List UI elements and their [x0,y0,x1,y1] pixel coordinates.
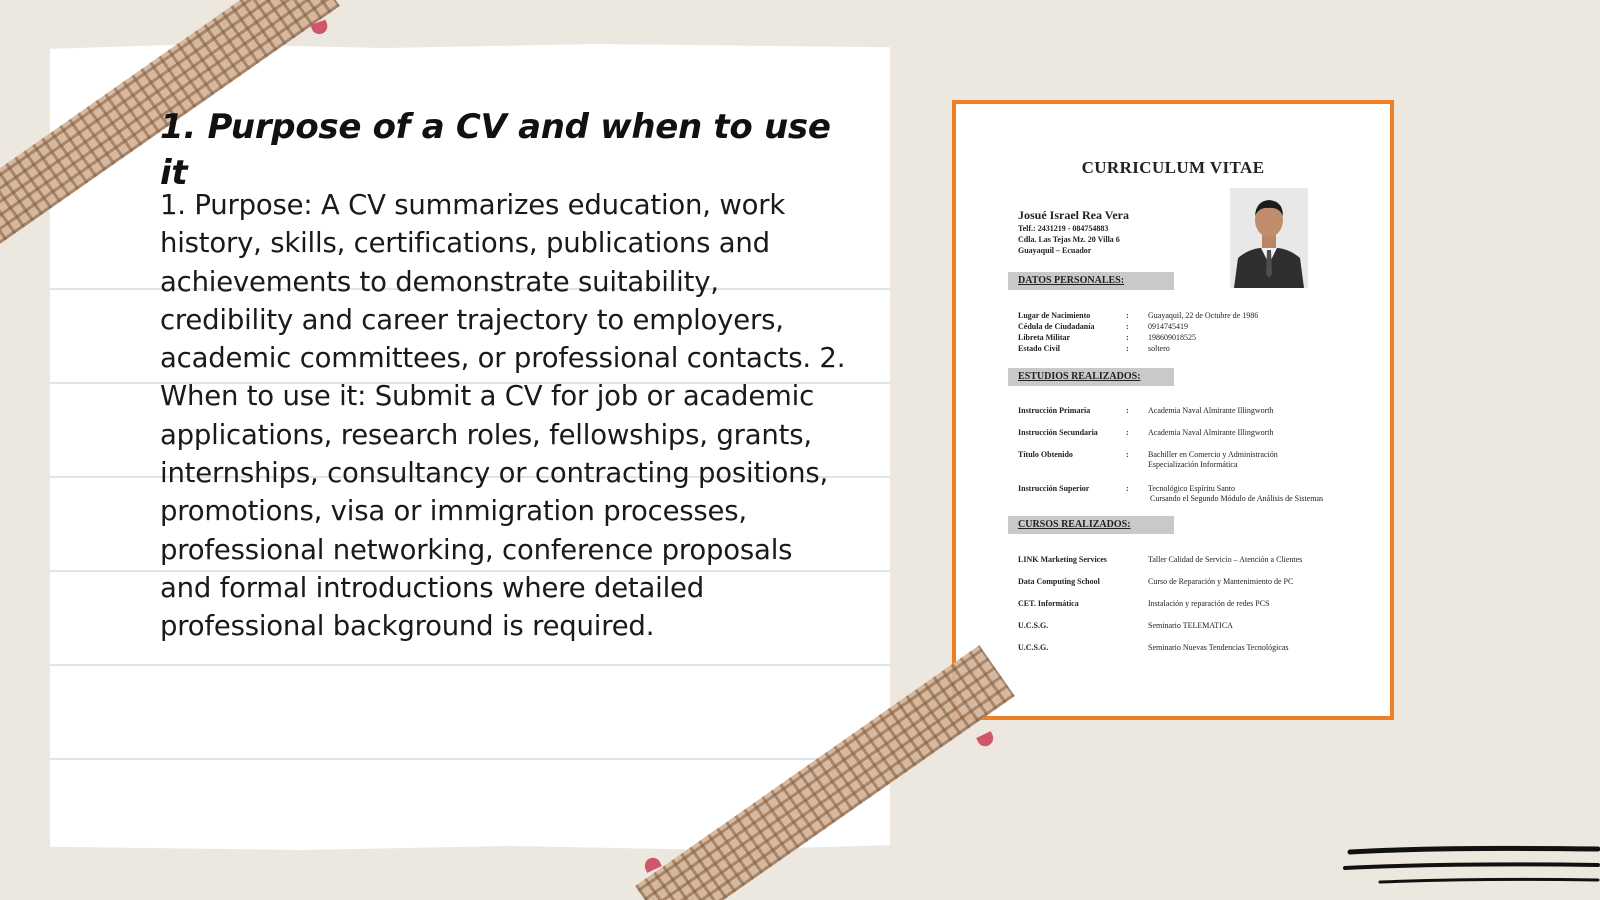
cv-row-colon: : [1126,406,1129,415]
cv-portrait-photo [1230,188,1308,288]
cv-name: Josué Israel Rea Vera [1018,208,1129,222]
cv-row-label: Instrucción Secundaria [1018,428,1098,437]
cv-row-label: Data Computing School [1018,577,1100,586]
cv-row-value: Seminario Nuevas Tendencias Tecnológicas [1148,643,1289,652]
cv-row-value: Guayaquil, 22 de Octubre de 1986 [1148,311,1259,320]
cv-row-colon: : [1126,344,1129,353]
cv-row-value: 0914745419 [1148,322,1188,331]
paper-rule-line [50,664,890,666]
cv-title: CURRICULUM VITAE [1081,158,1265,177]
cv-row-colon: : [1126,484,1129,493]
cv-contact-line: Telf.: 2431219 - 084754883 [1018,224,1109,233]
cv-section-heading: ESTUDIOS REALIZADOS: [1008,368,1174,386]
cv-row-colon: : [1126,311,1129,320]
cv-row-value: Academia Naval Almirante Illingworth [1148,428,1274,437]
cv-contact-line: Cdla. Las Tejas Mz. 20 Villa 6 [1018,235,1120,244]
tape-tab-right [976,731,996,749]
cv-row-value: Instalación y reparación de redes PCS [1148,599,1270,608]
paper-rule-line [50,758,890,760]
cv-row-colon: : [1126,333,1129,342]
slide-title: 1. Purpose of a CV and when to use it [160,107,831,193]
cv-row-value: Academia Naval Almirante Illingworth [1148,406,1274,415]
cv-row-label: U.C.S.G. [1018,621,1049,630]
cv-row-value: Curso de Reparación y Mantenimiento de PC [1148,577,1294,586]
cv-row-value: Bachiller en Comercio y Administración Especialización Informática [1148,450,1278,469]
cv-row-label: Libreta Militar [1018,333,1071,342]
cv-row-value: Seminario TELEMATICA [1148,621,1233,630]
cv-row-value: Taller Calidad de Servicio – Atención a Clientes [1148,555,1303,564]
cv-row-value: 198609018525 [1148,333,1196,342]
cv-row-label: Instrucción Primaria [1018,406,1091,415]
cv-row-colon: : [1126,450,1129,459]
cv-row-colon: : [1126,322,1129,331]
cv-row-label: Cédula de Ciudadanía [1018,322,1095,331]
cv-image [952,100,1394,720]
cv-row-colon: : [1126,428,1129,437]
cv-row-label: Estado Civil [1018,344,1061,353]
cv-contact-line: Guayaquil – Ecuador [1018,246,1092,255]
cv-row-label: LINK Marketing Services [1018,555,1107,564]
cv-section-heading: DATOS PERSONALES: [1008,272,1174,290]
brush-stroke-decoration [1340,830,1600,890]
cv-row-label: U.C.S.G. [1018,643,1049,652]
slide-body-text: 1. Purpose: A CV summarizes education, work history, skills, certifications, publications and achievements to demonstrate suitability, credibility and career trajectory to employers, academic committees, or professional contacts. 2. When to use it: Submit a CV for job or academic applications, research roles, fellowships, grants, internships, consultancy or contracting positions, promotions, visa or immigration processes, professional networking, conference proposals and formal introductions where detailed professional background is required. [160,189,846,643]
cv-section-heading: CURSOS REALIZADOS: [1008,516,1174,534]
cv-row-label: Instrucción Superior [1018,484,1090,493]
cv-row-value: Tecnológico Espíritu Santo Cursando el Segundo Módulo de Análisis de Sistemas [1148,484,1324,503]
cv-row-label: CET. Informática [1018,599,1079,608]
cv-row-label: Lugar de Nacimiento [1018,311,1091,320]
cv-row-label: Título Obtenido [1018,450,1073,459]
cv-row-value: soltero [1148,344,1170,353]
